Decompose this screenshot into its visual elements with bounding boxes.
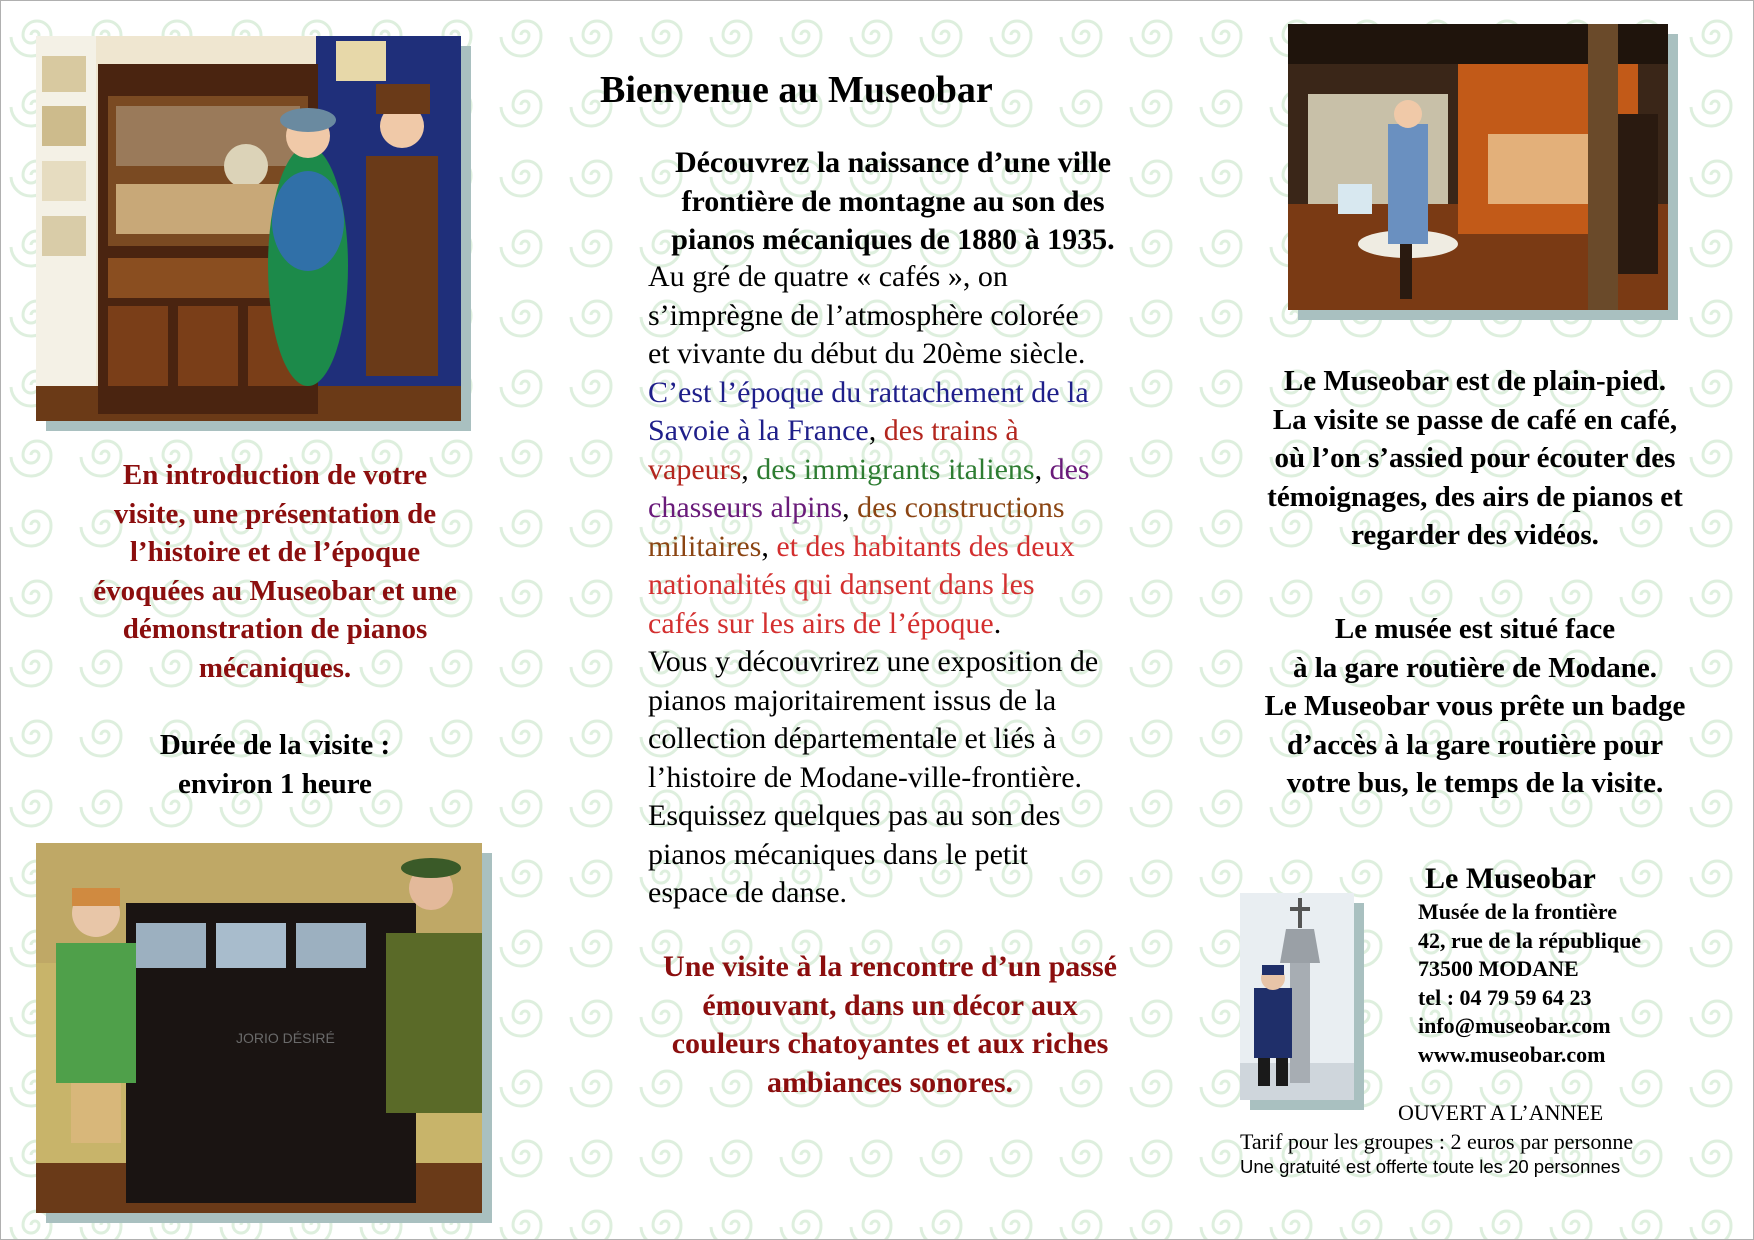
- closing-line: ambiances sonores.: [766, 1065, 1014, 1099]
- contact-phone: tel : 04 79 59 64 23: [1418, 984, 1592, 1010]
- comma: ,: [761, 529, 777, 563]
- intro-paragraph: [618, 144, 1168, 260]
- closing-line: couleurs chatoyantes et aux riches: [671, 1027, 1109, 1060]
- savoie-text: Savoie à la France: [648, 414, 869, 447]
- visit-duration: [55, 726, 495, 803]
- intro-line: Découvrez la naissance d’une ville: [674, 146, 1112, 179]
- free-entry-note: Une gratuité est offerte toute les 20 personnes: [1240, 1156, 1621, 1177]
- intro-line: pianos mécaniques de 1880 à 1935.: [671, 223, 1115, 256]
- body-line: l’histoire de Modane-ville-frontière.: [648, 760, 1083, 794]
- accessibility-line: La visite se passe de café en café,: [1272, 403, 1678, 436]
- accessibility-line: témoignages, des airs de pianos et: [1267, 480, 1683, 513]
- body-paragraph: [648, 258, 1168, 913]
- page-title: Bienvenue au Museobar: [600, 69, 993, 111]
- accessibility-line: regarder des vidéos.: [1351, 519, 1599, 551]
- left-intro-line: évoquées au Museobar et une: [93, 574, 457, 607]
- trains-text: vapeurs: [648, 452, 742, 486]
- constructions-text: militaires: [648, 529, 762, 563]
- chasseurs-text: des: [1049, 452, 1090, 486]
- comma: ,: [868, 414, 884, 447]
- left-intro-line: visite, une présentation de: [113, 497, 437, 530]
- orchestrion-photo: [36, 36, 461, 421]
- comma: ,: [1034, 452, 1050, 486]
- closing-line: émouvant, dans un décor aux: [702, 988, 1078, 1022]
- accessibility-paragraph: [1220, 362, 1730, 555]
- period: .: [993, 606, 1002, 640]
- rattachement-text: C’est l’époque du rattachement de la: [648, 375, 1089, 409]
- location-paragraph: [1220, 610, 1730, 803]
- location-line: à la gare routière de Modane.: [1292, 651, 1658, 684]
- comma: ,: [842, 491, 858, 524]
- body-line: collection départementale et liés à: [648, 722, 1057, 755]
- contact-email: info@museobar.com: [1418, 1013, 1611, 1038]
- contact-website: www.museobar.com: [1418, 1041, 1606, 1067]
- contact-museum-name: Musée de la frontière: [1418, 899, 1617, 924]
- location-line: Le Museobar vous prête un badge: [1264, 690, 1686, 722]
- contact-name: Le Museobar: [1425, 862, 1596, 895]
- closing-line: Une visite à la rencontre d’un passé: [663, 950, 1117, 983]
- cafe-interior-photo: [1288, 24, 1668, 310]
- constructions-text: des constructions: [857, 491, 1065, 524]
- habitants-text: cafés sur les airs de l’époque: [648, 606, 994, 640]
- left-intro-line: démonstration de pianos: [122, 613, 428, 645]
- contact-block: [1418, 898, 1641, 1069]
- location-line: d’accès à la gare routière pour: [1286, 728, 1664, 761]
- group-rate: Tarif pour les groupes : 2 euros par personne: [1240, 1129, 1634, 1154]
- body-line: pianos mécaniques dans le petit: [648, 837, 1028, 871]
- comma: ,: [741, 452, 757, 486]
- chasseurs-text: chasseurs alpins: [648, 491, 843, 524]
- left-intro-line: mécaniques.: [198, 651, 352, 684]
- intro-line: frontière de montagne au son des: [681, 184, 1105, 218]
- piano-figures-photo: [36, 843, 482, 1213]
- body-line: Esquissez quelques pas au son des: [648, 799, 1061, 832]
- body-line: et vivante du début du 20ème siècle.: [648, 337, 1086, 370]
- contact-city: 73500 MODANE: [1418, 956, 1579, 981]
- closing-paragraph: [630, 948, 1150, 1102]
- accessibility-line: où l’on s’assied pour écouter des: [1274, 442, 1676, 474]
- duration-line: environ 1 heure: [178, 767, 372, 800]
- body-line: pianos majoritairement issus de la: [648, 683, 1057, 717]
- left-intro-paragraph: [55, 456, 495, 687]
- location-line: votre bus, le temps de la visite.: [1286, 767, 1664, 799]
- body-line: Au gré de quatre « cafés », on: [648, 260, 1008, 293]
- accessibility-line: Le Museobar est de plain-pied.: [1283, 365, 1667, 397]
- piano-inscription: JORIO DÉSIRÉ: [236, 1030, 335, 1046]
- opening-info: OUVERT A L’ANNEE: [1398, 1100, 1604, 1125]
- body-line: s’imprègne de l’atmosphère colorée: [648, 298, 1079, 332]
- location-line: Le musée est situé face: [1334, 613, 1616, 645]
- customs-officer-photo: [1240, 893, 1354, 1100]
- contact-street: 42, rue de la république: [1418, 927, 1642, 953]
- habitants-text: nationalités qui dansent dans les: [648, 568, 1035, 601]
- trains-text: des trains à: [883, 414, 1019, 447]
- immigrants-text: des immigrants italiens: [756, 452, 1035, 486]
- body-line: Vous y découvrirez une exposition de: [648, 645, 1099, 678]
- left-intro-line: l’histoire et de l’époque: [129, 536, 421, 568]
- left-intro-line: En introduction de votre: [122, 459, 428, 491]
- duration-line: Durée de la visite :: [159, 729, 391, 761]
- body-line: espace de danse.: [648, 876, 848, 909]
- habitants-text: et des habitants des deux: [776, 529, 1075, 563]
